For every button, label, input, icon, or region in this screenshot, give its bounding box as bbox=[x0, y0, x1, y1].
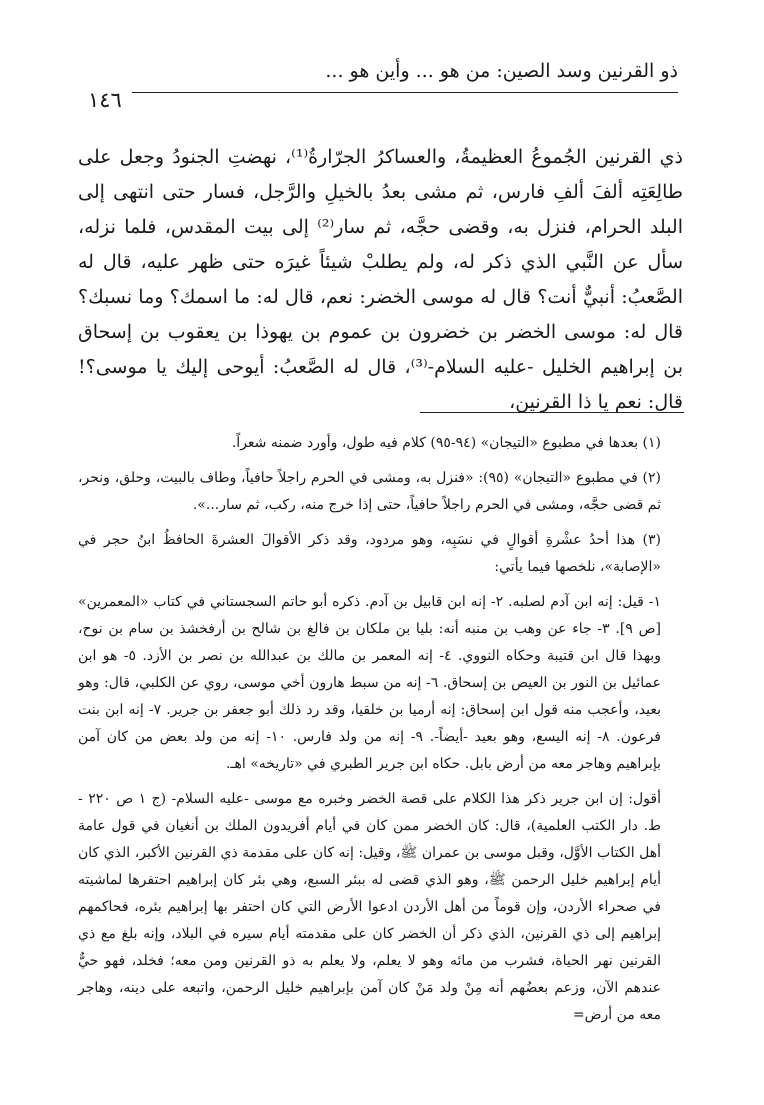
page-header bbox=[88, 58, 678, 112]
main-paragraph: ذي القرنين الجُموعُ العظيمةُ، والعساكرُ الجرّارةُ⁽¹⁾، نهضتِ الجنودُ وجعل على طالِعَتِه ألفَ ألفِ فارس، ثم مشى بعدُ بالخيلِ والرَّجل، فسار حتى انتهى إلى البلد الحرام، فنزل به، وقضى حجَّه، ثم سار⁽²⁾ إلى بيت المقدس، فلما نزله، سأل عن النَّبي الذي ذكر له، ولم يطلبْ شيئاً غيرَه حتى ظهر عليه، قال له الصَّعبُ: أنبيٌّ أنت؟ قال له موسى الخضر: نعم، قال له: ما اسمك؟ وما نسبك؟ قال له: موسى الخضر بن خضرون بن عموم بن يهوذا بن يعقوب بن إسحاق بن إبراهيم الخليل -عليه السلام-⁽³⁾، قال له الصَّعبُ: أيوحى إليك يا موسى؟! قال: نعم يا ذا القرنين، bbox=[78, 146, 683, 413]
footnotes bbox=[78, 430, 683, 1037]
footnote-separator bbox=[420, 412, 684, 413]
header-rule bbox=[88, 92, 678, 93]
page-number: ١٤٦ bbox=[88, 88, 132, 112]
running-title: ذو القرنين وسد الصين: من هو ... وأين هو ... bbox=[325, 60, 678, 82]
footnote-2: (٢) في مطبوع «التيجان» (٩٥): «فنزل به، ومشى في الحرم راجلاً حافياً، وطاف بالبيت، وحلق، ونحر، ثم قضى حجَّه، ومشى في الحرم راجلاً حافياً، حتى إذا خرج منه، ركب، ثم سار...». bbox=[78, 470, 661, 513]
footnote-3-intro: (٣) هذا أحدُ عشْرةِ أقوالٍ في نسَبِه، وهو مردود، وقد ذكر الأقوالَ العشرةَ الحافظُ ابنُ حجر في «الإصابة»، نلخصها فيما يأتي: bbox=[78, 532, 661, 575]
main-text bbox=[78, 140, 683, 420]
footnote-3-comment: أقول: إن ابن جرير ذكر هذا الكلام على قصة الخضر وخبره مع موسى -عليه السلام- (ج ١ ص ٢٢٠ - ط. دار الكتب العلمية)، قال: كان الخضر ممن كان في أيام أفريدون الملك بن أنغيان في قول عامة أهل الكتاب الأوَّل، وقبل موسى بن عمران ﷺ، وقيل: إنه كان على مقدمة ذي القرنين الأكبر، الذي كان أيام إبراهيم خليل الرحمن ﷺ، وهو الذي قضى له ببئر السبع، وهي بئر كان إبراهيم احتفرها لماشيته في صحراء الأردن، وإن قوماً من أهل الأردن ادعوا الأرض التي كان احتفر بها إبراهيم بئره، فحاكمهم إبراهيم إلى ذي القرنين، الذي ذكر أن الخضر كان على مقدمته أيام سيره في البلاد، وإنه بلغ مع ذي القرنين نهر الحياة، فشرب من مائه وهو لا يعلم، ولا يعلم به ذو القرنين ومن معه؛ فخلد، فهو حيٌّ عندهم الآن، وزعم بعضُهم أنه مِنْ ولد مَنْ كان آمن بإبراهيم خليل الرحمن، واتبعه على دينه، وهاجر معه من أرض= bbox=[78, 791, 662, 1023]
footnote-1: (١) بعدها في مطبوع «التيجان» (٩٤-٩٥) كلام فيه طول، وأورد ضمنه شعراً. bbox=[231, 435, 661, 451]
footnote-3-list: ١- قيل: إنه ابن آدم لصلبه. ٢- إنه ابن قابيل بن آدم. ذكره أبو حاتم السجستاني في كتاب «المعمرين» [ص ٩]. ٣- جاء عن وهب بن منبه أنه: بليا بن ملكان بن فالغ بن شالح بن أرفخشذ بن سام بن نوح، وبهذا قال ابن قتيبة وحكاه النووي. ٤- إنه المعمر بن مالك بن عبدالله بن نصر بن الأزد. ٥- هو ابن عمائيل بن النور بن العيص بن إسحاق. ٦- إنه من سبط هارون أخي موسى، روي عن الكلبي، قال: وهو بعيد، وأعجب منه قول ابن إسحاق: إنه أرميا بن خلقيا، وقد رد ذلك أبو جعفر بن جرير. ٧- إنه ابن بنت فرعون. ٨- إنه اليسع، وهو بعيد -أيضاً-. ٩- إنه من ولد فارس. ١٠- إنه من ولد بعض من كان آمن بإبراهيم وهاجر معه من أرض بابل. حكاه ابن جرير الطبري في «تاريخه» اهـ. bbox=[78, 594, 662, 772]
